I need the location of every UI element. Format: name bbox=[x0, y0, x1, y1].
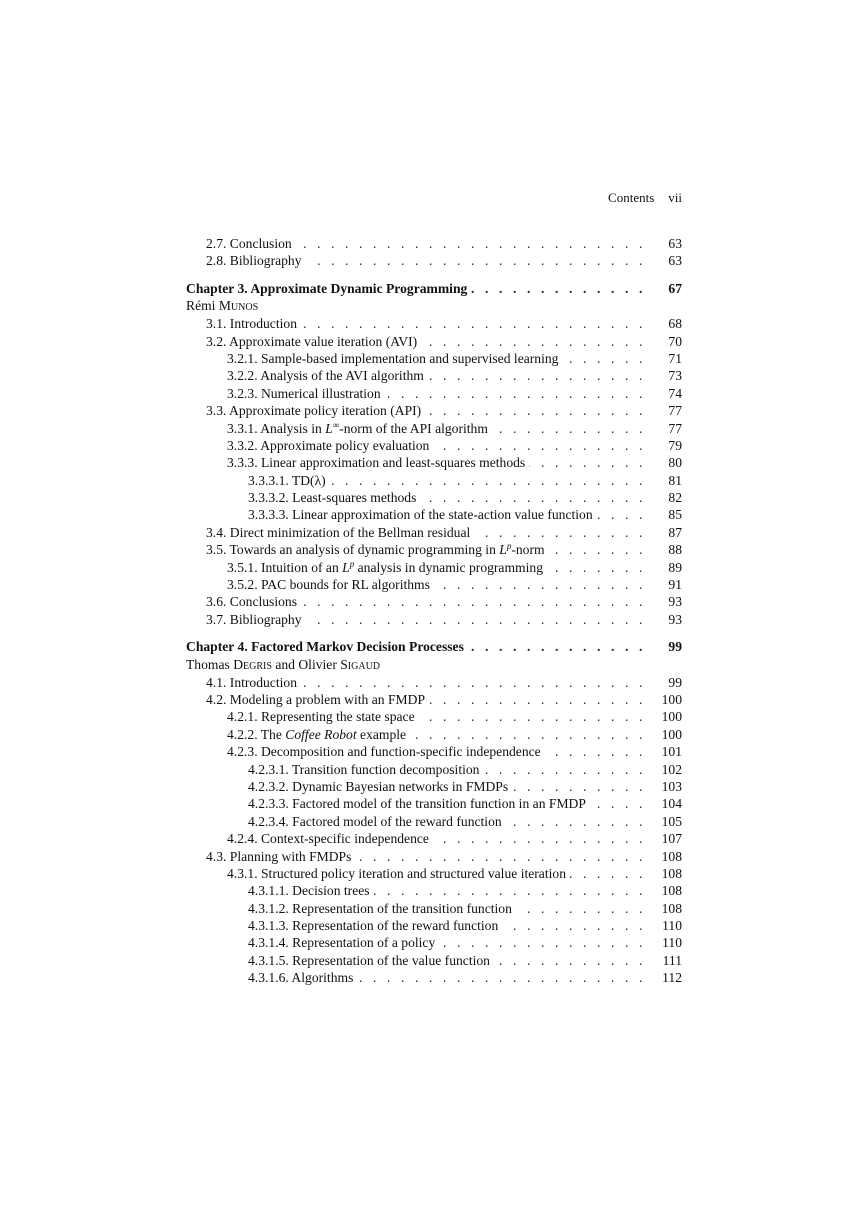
toc-entry[interactable] bbox=[186, 674, 682, 691]
toc-entry-title: 3.2.3. Numerical illustration bbox=[227, 385, 381, 401]
toc-page-number: 77 bbox=[668, 420, 682, 436]
toc-leader-dots bbox=[419, 708, 646, 725]
toc-page-number: 111 bbox=[662, 952, 682, 968]
toc-page-number: 70 bbox=[668, 333, 682, 349]
running-header bbox=[186, 190, 682, 206]
toc-page-number: 63 bbox=[668, 253, 682, 269]
toc-entry[interactable] bbox=[186, 691, 682, 708]
toc-page-number: 67 bbox=[668, 280, 682, 296]
toc-entry-title: 3.3.2. Approximate policy evaluation bbox=[227, 437, 430, 453]
toc-page-number: 105 bbox=[661, 813, 682, 829]
toc-entry-title: 4.2.3.2. Dynamic Bayesian networks in FMDPs bbox=[248, 778, 509, 794]
toc-leader-dots bbox=[512, 778, 646, 795]
toc-entry[interactable] bbox=[186, 333, 682, 350]
toc-entry-title: 3.3.3.2. Least-squares methods bbox=[248, 490, 417, 506]
toc-leader-dots bbox=[433, 830, 646, 847]
toc-page-number: 82 bbox=[668, 490, 682, 506]
toc-entry-title: 3.4. Direct minimization of the Bellman residual bbox=[206, 524, 471, 540]
toc-page-number: 79 bbox=[668, 437, 682, 453]
toc-leader-dots bbox=[385, 385, 646, 402]
toc-leader-dots bbox=[562, 350, 646, 367]
toc-leader-dots bbox=[355, 848, 646, 865]
toc-entry[interactable] bbox=[186, 761, 682, 778]
toc-entry[interactable] bbox=[186, 795, 682, 812]
toc-page-number: 101 bbox=[661, 744, 682, 760]
toc-entry-title: 3.5.1. Intuition of an $L^p$ analysis in dynamic programming bbox=[227, 558, 543, 575]
toc-page-number: 77 bbox=[668, 403, 682, 419]
toc-entry-title: 4.3.1.4. Representation of a policy bbox=[248, 935, 436, 951]
toc-entry-title: 2.8. Bibliography bbox=[206, 253, 302, 269]
toc-page-number: 110 bbox=[662, 918, 682, 934]
toc-entry-title: 3.7. Bibliography bbox=[206, 611, 302, 627]
toc-entry-title: 4.3.1.1. Decision trees bbox=[248, 883, 370, 899]
toc-entry[interactable] bbox=[186, 420, 682, 437]
toc-leader-dots bbox=[306, 611, 646, 628]
toc-leader-dots bbox=[433, 437, 646, 454]
toc-page-number: 73 bbox=[668, 368, 682, 384]
toc-entry[interactable] bbox=[186, 524, 682, 541]
toc-leader-dots bbox=[296, 235, 646, 252]
toc-entry[interactable] bbox=[186, 900, 682, 917]
author-text: Sigaud bbox=[340, 656, 381, 672]
toc-leader-dots bbox=[410, 726, 646, 743]
toc-entry[interactable] bbox=[186, 952, 682, 969]
toc-entry-title: 4.3. Planning with FMDPs bbox=[206, 848, 352, 864]
author-text: Degris bbox=[233, 656, 272, 672]
toc-entry-title: 4.2.1. Representing the state space bbox=[227, 709, 415, 725]
toc-page-number: 104 bbox=[661, 796, 682, 812]
toc-entry-title: 4.3.1.5. Representation of the value function bbox=[248, 952, 490, 968]
toc-page-number: 108 bbox=[661, 900, 682, 916]
toc-entry[interactable] bbox=[186, 593, 682, 610]
toc-page-number: 89 bbox=[668, 559, 682, 575]
author-text: and Olivier bbox=[271, 656, 341, 672]
chapter-authors bbox=[186, 656, 682, 674]
toc-entry[interactable] bbox=[186, 882, 682, 899]
toc-leader-dots bbox=[549, 541, 646, 558]
toc-entry-title: 4.2.3.3. Factored model of the transition function in an FMDP bbox=[248, 796, 586, 812]
toc-page-number: 81 bbox=[668, 472, 682, 488]
toc-page-number: 63 bbox=[668, 236, 682, 251]
toc-entry[interactable] bbox=[186, 541, 682, 558]
toc-page-number: 108 bbox=[661, 865, 682, 881]
toc-entry-title: 4.2.3.4. Factored model of the reward function bbox=[248, 813, 502, 829]
toc-page-number: 100 bbox=[661, 691, 682, 707]
toc-entry-title: 3.5.2. PAC bounds for RL algorithms bbox=[227, 577, 430, 593]
toc-page-number: 112 bbox=[662, 970, 682, 986]
author-text: Munos bbox=[218, 298, 259, 314]
toc-entry-title: 4.2.3.1. Transition function decomposition bbox=[248, 761, 480, 777]
toc-entry[interactable] bbox=[186, 848, 682, 865]
toc-leader-dots bbox=[439, 934, 646, 951]
toc-entry-title: Chapter 3. Approximate Dynamic Programming bbox=[186, 280, 468, 296]
toc-page-number: 107 bbox=[661, 831, 682, 847]
toc-leader-dots bbox=[597, 506, 646, 523]
toc-entry-title: 4.2. Modeling a problem with an FMDP bbox=[206, 691, 426, 707]
toc-entry-title: 4.3.1.3. Representation of the reward function bbox=[248, 918, 499, 934]
toc-leader-dots bbox=[474, 524, 646, 541]
toc-leader-dots bbox=[506, 813, 646, 830]
toc-entry[interactable] bbox=[186, 367, 682, 384]
toc-entry-title: 4.3.1. Structured policy iteration and structured value iteration bbox=[227, 865, 566, 881]
toc-entry-title: 4.1. Introduction bbox=[206, 674, 297, 690]
toc-page-number: 91 bbox=[668, 577, 682, 593]
toc-page-number: 71 bbox=[668, 350, 682, 366]
toc-leader-dots bbox=[357, 969, 646, 986]
toc-entry-title: 4.2.2. The Coffee Robot example bbox=[227, 726, 407, 742]
toc-page-number: 108 bbox=[661, 848, 682, 864]
toc-entry[interactable] bbox=[186, 778, 682, 795]
toc-leader-dots bbox=[420, 489, 646, 506]
toc-entry[interactable] bbox=[186, 576, 682, 593]
toc-page-number: 100 bbox=[661, 726, 682, 742]
toc-page-number: 100 bbox=[661, 709, 682, 725]
toc-leader-dots bbox=[421, 333, 646, 350]
toc-entry-title: 4.2.3. Decomposition and function-specific independence bbox=[227, 744, 541, 760]
toc-entry[interactable] bbox=[186, 726, 682, 743]
toc-leader-dots bbox=[494, 952, 646, 969]
toc-entry-title: 3.2.1. Sample-based implementation and supervised learning bbox=[227, 350, 559, 366]
toc-entry[interactable] bbox=[186, 813, 682, 830]
page-number: vii bbox=[668, 190, 682, 205]
toc-leader-dots bbox=[590, 795, 646, 812]
toc-leader-dots bbox=[570, 865, 646, 882]
toc-entry[interactable] bbox=[186, 385, 682, 402]
toc-page-number: 80 bbox=[668, 455, 682, 471]
toc-entry-title: Chapter 4. Factored Markov Decision Processes bbox=[186, 639, 464, 655]
toc-chapter-entry[interactable] bbox=[186, 638, 682, 655]
toc-leader-dots bbox=[374, 882, 646, 899]
toc-entry[interactable] bbox=[186, 969, 682, 986]
toc-leader-dots bbox=[301, 315, 646, 332]
toc-chapter-entry[interactable] bbox=[186, 280, 682, 297]
toc-leader-dots bbox=[483, 761, 646, 778]
toc-leader-dots bbox=[516, 900, 646, 917]
toc-leader-dots bbox=[425, 402, 646, 419]
toc-entry[interactable] bbox=[186, 708, 682, 725]
toc-leader-dots bbox=[471, 280, 646, 297]
toc-leader-dots bbox=[429, 691, 646, 708]
toc-entry[interactable] bbox=[186, 315, 682, 332]
toc-entry[interactable] bbox=[186, 830, 682, 847]
toc-page-number: 93 bbox=[668, 594, 682, 610]
toc-entry[interactable] bbox=[186, 437, 682, 454]
toc-page-number: 110 bbox=[662, 935, 682, 951]
author-text: Rémi bbox=[186, 298, 219, 314]
toc-entry-title: 4.2.4. Context-specific independence bbox=[227, 831, 429, 847]
toc-entry[interactable] bbox=[186, 917, 682, 934]
toc-leader-dots bbox=[306, 252, 646, 269]
toc-page-number: 87 bbox=[668, 524, 682, 540]
toc-entry-title: 3.1. Introduction bbox=[206, 316, 297, 332]
chapter-authors bbox=[186, 297, 682, 315]
toc-leader-dots bbox=[428, 367, 646, 384]
toc-entry[interactable] bbox=[186, 454, 682, 471]
toc-page-number: 103 bbox=[661, 778, 682, 794]
toc-page-number: 93 bbox=[668, 611, 682, 627]
toc-leader-dots bbox=[301, 674, 646, 691]
toc-entry-title: 4.3.1.6. Algorithms bbox=[248, 970, 354, 986]
toc-page-number: 99 bbox=[668, 674, 682, 690]
toc-entry-title: 4.3.1.2. Representation of the transition function bbox=[248, 900, 512, 916]
toc-entry[interactable] bbox=[186, 611, 682, 628]
toc-page-number: 68 bbox=[668, 316, 682, 332]
author-text: Thomas bbox=[186, 656, 234, 672]
toc-leader-dots bbox=[492, 420, 646, 437]
toc-leader-dots bbox=[468, 638, 646, 655]
toc-entry[interactable] bbox=[186, 252, 682, 269]
toc-entry[interactable] bbox=[186, 235, 682, 252]
toc-entry-title: 3.2. Approximate value iteration (AVI) bbox=[206, 333, 418, 349]
toc-page-number: 85 bbox=[668, 507, 682, 523]
toc-entry[interactable] bbox=[186, 865, 682, 882]
toc-leader-dots bbox=[547, 559, 646, 576]
toc-entry[interactable] bbox=[186, 559, 682, 576]
toc-entry[interactable] bbox=[186, 934, 682, 951]
toc-entry-title: 3.3. Approximate policy iteration (API) bbox=[206, 403, 422, 419]
toc-entry[interactable] bbox=[186, 472, 682, 489]
toc-leader-dots bbox=[301, 593, 646, 610]
running-header-label: Contents bbox=[608, 190, 655, 205]
toc-leader-dots bbox=[529, 454, 646, 471]
toc-page-number: 102 bbox=[661, 761, 682, 777]
toc-leader-dots bbox=[545, 743, 646, 760]
toc-page-number: 74 bbox=[668, 385, 682, 401]
toc-page-number: 99 bbox=[668, 639, 682, 655]
toc-page-number: 108 bbox=[661, 883, 682, 899]
toc-entry[interactable] bbox=[186, 489, 682, 506]
toc-leader-dots bbox=[330, 472, 646, 489]
toc-entry[interactable] bbox=[186, 743, 682, 760]
toc-page-number: 88 bbox=[668, 542, 682, 558]
toc-entry-title: 3.3.3. Linear approximation and least-squares methods bbox=[227, 455, 526, 471]
toc-entry-title: 3.5. Towards an analysis of dynamic programming in $L^p$-norm bbox=[206, 541, 545, 558]
toc-entry-title: 3.3.3.1. TD(λ) bbox=[248, 472, 326, 488]
toc-entry-title: 2.7. Conclusion bbox=[206, 236, 292, 251]
toc-leader-dots bbox=[502, 917, 646, 934]
toc-entry-title: 3.2.2. Analysis of the AVI algorithm bbox=[227, 368, 424, 384]
toc-entry[interactable] bbox=[186, 402, 682, 419]
toc-entry[interactable] bbox=[186, 506, 682, 523]
toc-entry[interactable] bbox=[186, 350, 682, 367]
toc-entry-title: 3.3.1. Analysis in L∞-norm of the API algorithm bbox=[227, 419, 488, 436]
table-of-contents bbox=[186, 235, 682, 987]
toc-leader-dots bbox=[434, 576, 646, 593]
toc-entry-title: 3.3.3.3. Linear approximation of the state-action value function bbox=[248, 507, 593, 523]
toc-entry-title: 3.6. Conclusions bbox=[206, 594, 298, 610]
